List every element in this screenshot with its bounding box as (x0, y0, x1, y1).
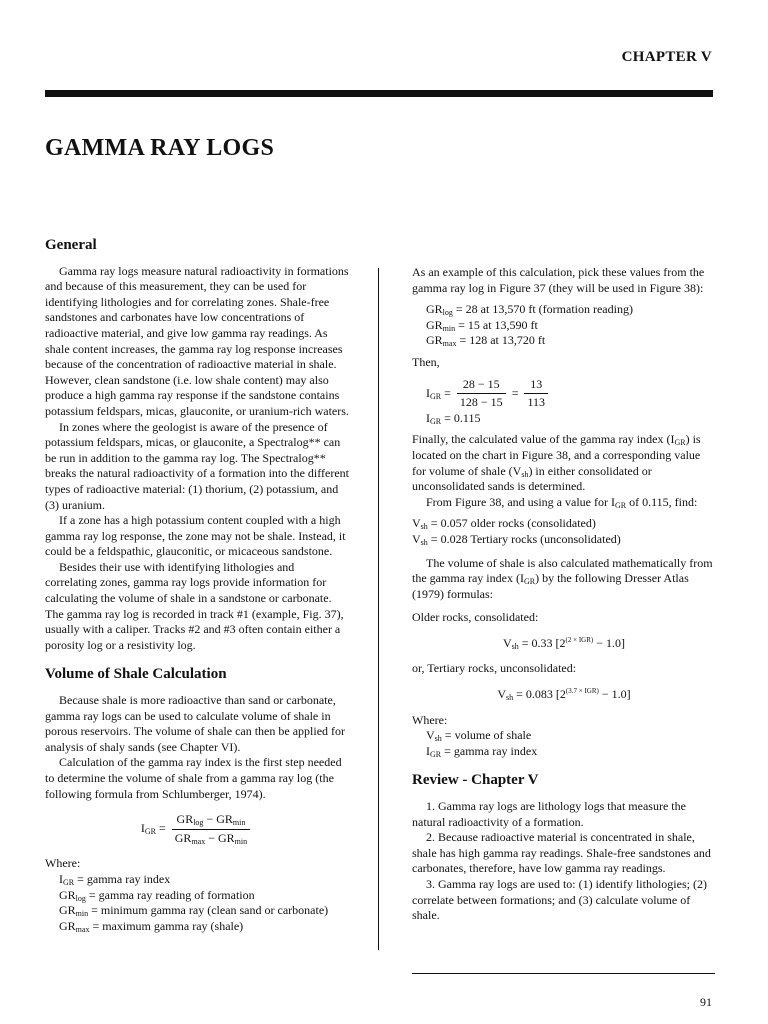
dresser-paragraph: The volume of shale is also calculated mathematically from the gamma ray index $(I_{GR})$ by the following Dresser Atlas (1979) formulas: (412, 555, 713, 601)
value-line: $GR_{max} = 128$ at 13,720 ft (426, 333, 546, 349)
result-line: $V_{sh} = 0.057$ older rocks (consolidated) (412, 516, 596, 532)
result-line: $V_{sh} = 0.028$ Tertiary rocks (unconsolidated) (412, 531, 621, 547)
definition-item: $V_{sh}$ = volume of shale (426, 728, 532, 744)
definition-list (59, 872, 349, 934)
volume-heading: Volume of Shale Calculation (45, 666, 227, 683)
right-column (412, 265, 716, 924)
definition-item: $GR_{log}$ = gamma ray reading of formation (59, 887, 255, 903)
column-divider (378, 268, 379, 950)
definition-item: $GR_{max}$ = maximum gamma ray (shale) (59, 918, 244, 934)
review-item: 2. Because radioactive material is concentrated in shale, shale has high gamma ray readings. Shale-free sandstones and carbonates, therefore, have low gamma ray readings. (412, 830, 711, 876)
chapter-header: CHAPTER V (621, 49, 712, 65)
footer-rule (412, 973, 715, 974)
page-number: 91 (700, 995, 712, 1009)
index-result: $I_{GR} = 0.115$ (426, 410, 481, 426)
review-heading: Review - Chapter V (412, 772, 539, 789)
where-label: Where: (45, 856, 81, 871)
general-heading: General (45, 237, 97, 253)
example-intro: As an example of this calculation, pick these values from the gamma ray log in Figure 37 (they will be used in Figure 38): (412, 265, 705, 295)
definition-item: $I_{GR}$ = gamma ray index (426, 743, 538, 759)
general-paragraph: If a zone has a high potassium content coupled with a high gamma ray log response, the zone may not be shale. Instead, it could be a feldspathic, glauconitic, or micaceous sandstone. (45, 513, 346, 559)
definition-item: $I_{GR}$ = gamma ray index (59, 871, 171, 887)
definition-item: $GR_{min}$ = minimum gamma ray (clean sand or carbonate) (59, 903, 329, 919)
header-rule (45, 90, 713, 97)
volume-paragraph: Because shale is more radioactive than sand or carbonate, gamma ray logs can be used to calculate volume of shale in porous reservoirs. The volume of shale can then be applied for analysis of shaly sands (see Chapter VI). (45, 693, 346, 754)
value-line: $GR_{log} = 28$ at 13,570 ft (formation reading) (426, 302, 633, 318)
from-paragraph: From Figure 38, and using a value for $I_{GR}$ of 0.115, find: (426, 494, 698, 510)
page-title: GAMMA RAY LOGS (45, 135, 275, 161)
finally-paragraph: Finally, the calculated value of the gamma ray index $(I_{GR})$ is located on the chart in Figure 38, and a corresponding value for volume of shale $(V_{sh})$ in either consolidated or unconsolidated sands is determined. (412, 432, 701, 494)
tertiary-rocks-formula: $V_{sh} = 0.083$ $[2^{(3.7 \times IGR)} - 1.0]$ (497, 687, 631, 703)
shale-results (412, 516, 716, 547)
general-paragraph: Gamma ray logs measure natural radioactivity in formations and because of this measurement, they can be used for identifying lithologies and for correlating zones. Shale-free sandstones and carbonates have low concentrations of radioactive material, and give low gamma ray readings. As shale content increases, the gamma ray log response increases because of the concentration of radioactive material in shale. However, clean sandstone (i.e. low shale content) may also produce a high gamma ray response if the sandstone contains potassium feldspars, micas, glauconite, or uranium-rich waters. (45, 263, 349, 418)
volume-paragraph: Calculation of the gamma ray index is the first step needed to determine the volume of shale from a gamma ray log (the following formula from Schlumberger, 1974). (45, 755, 342, 801)
gamma-ray-index-formula: $I_{GR}$ = $\frac{GR_{log} - GR_{min}}{GR_{max} - GR_{min}}$ (45, 812, 349, 846)
tertiary-label: or, Tertiary rocks, unconsolidated: (412, 661, 577, 676)
older-label: Older rocks, consolidated: (412, 610, 539, 625)
index-calculation: $I_{GR}$ = $\frac{28 - 15}{128 - 15}$ = $\frac{13}{113}$ $I_{GR} = 0.115$ (426, 377, 716, 427)
review-item: 1. Gamma ray logs are lithology logs that measure the natural radioactivity of a formation. (412, 799, 686, 829)
example-values (426, 302, 716, 349)
value-line: $GR_{min} = 15$ at 13,590 ft (426, 317, 538, 333)
older-rocks-formula: $V_{sh} = 0.33$ $[2^{(2 \times IGR)} - 1.0]$ (502, 635, 626, 651)
general-paragraph: Besides their use with identifying lithologies and correlating zones, gamma ray logs provide information for calculating the volume of shale in a sandstone or carbonate. The gamma ray log is recorded in track #1 (example, Fig. 37), usually with a caliper. Tracks #2 and #3 often contain either a porosity log or a resistivity log. (45, 559, 344, 652)
general-paragraph: In zones where the geologist is aware of the presence of potassium feldspars, micas, or glauconite, a Spectralog** can be run in addition to the gamma ray log. The Spectralog** breaks the natural radioactivity of a formation into the different types of radioactive material: (1) thorium, (2) potassium, and (3) uranium. (45, 419, 350, 512)
left-column (45, 238, 349, 934)
definition-list (426, 728, 716, 759)
review-item: 3. Gamma ray logs are used to: (1) identify lithologies; (2) correlate between formations; and (3) calculate volume of shale. (412, 877, 707, 923)
where-label: Where: (412, 712, 448, 727)
then-label: Then, (412, 354, 440, 369)
